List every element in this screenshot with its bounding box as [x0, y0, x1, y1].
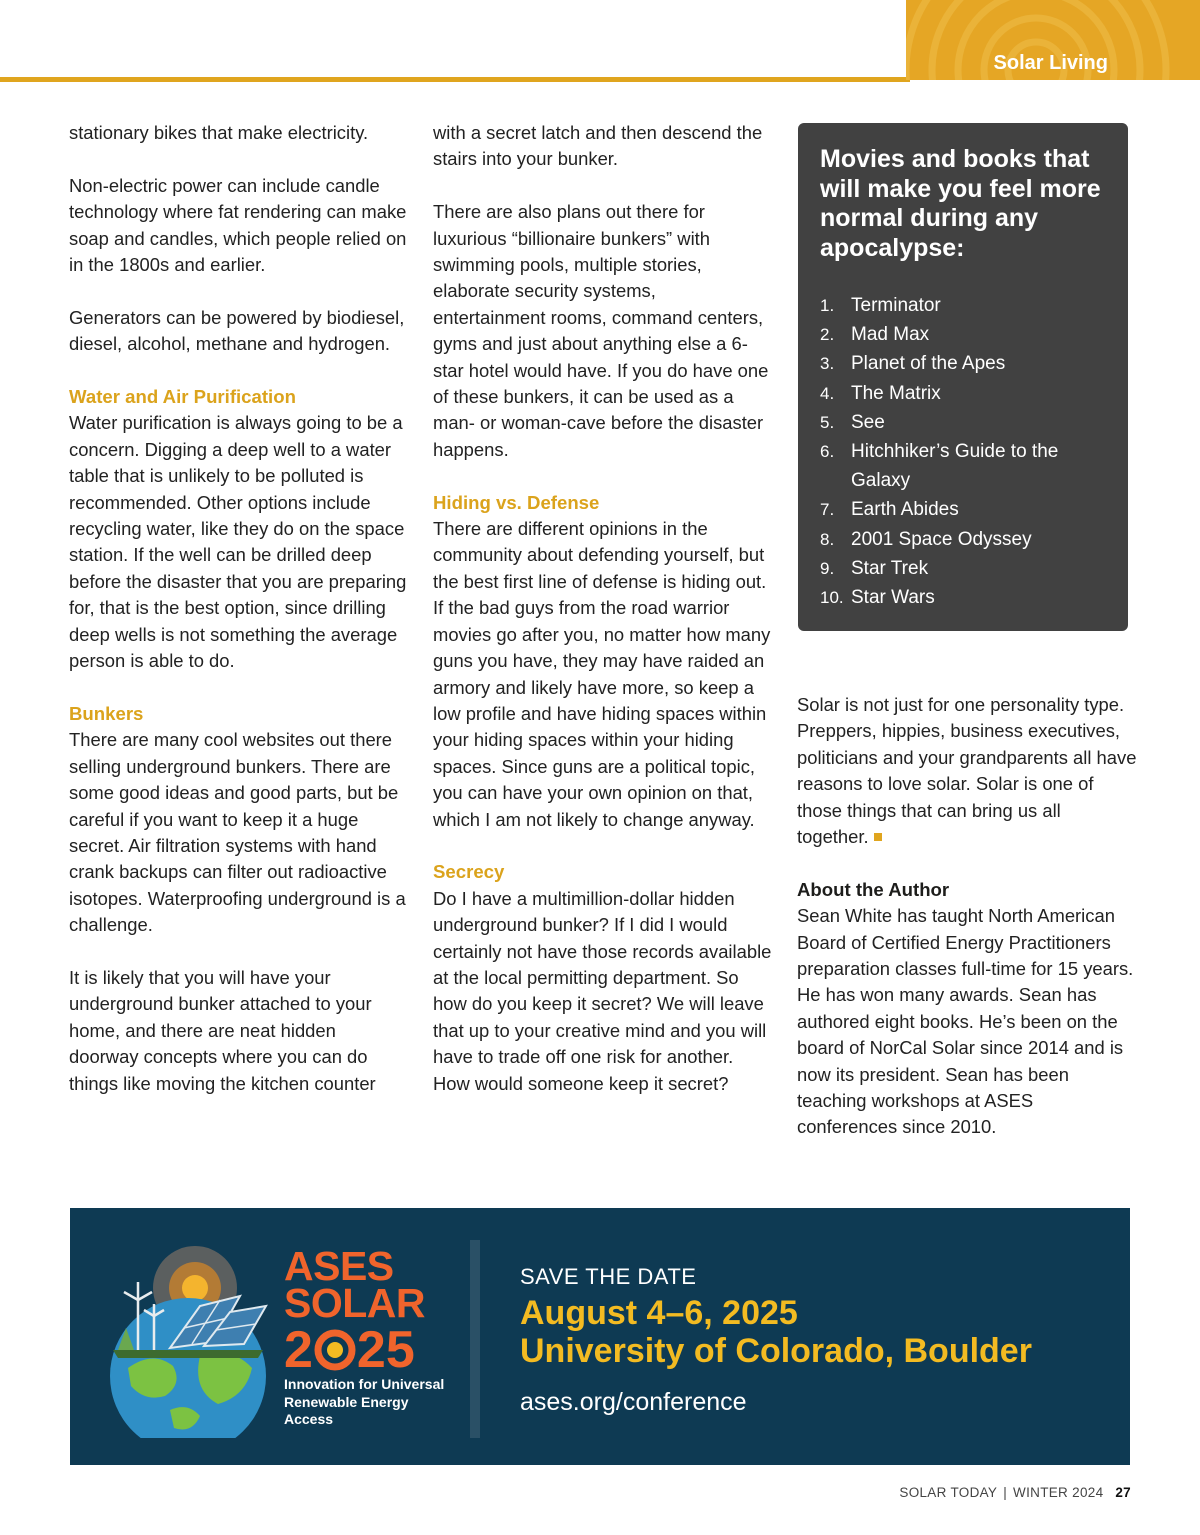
list-item [820, 291, 1106, 320]
ad-brand [284, 1243, 425, 1326]
list-item [820, 437, 1106, 495]
list-title: Mad Max [851, 324, 930, 346]
list-number: 7. [820, 500, 835, 520]
subheading-water: Water and Air Purification [69, 386, 296, 408]
ad-tagline: Innovation for Universal Renewable Energy Access [284, 1376, 445, 1427]
sidebar-list [820, 291, 1106, 612]
year-suffix: 25 [356, 1321, 415, 1379]
list-item [820, 379, 1106, 408]
conference-link[interactable]: ases.org/conference [520, 1388, 747, 1416]
paragraph: stationary bikes that make electricity. [69, 122, 369, 143]
list-title: The Matrix [851, 382, 941, 404]
list-title: 2001 Space Odyssey [851, 528, 1032, 550]
closing-text: Solar is not just for one personality type. Preppers, hippies, business executives, politicians and your grandparents all have reasons to love solar. Solar is one of those things that can bring us all together. [797, 694, 1137, 848]
list-item [820, 349, 1106, 378]
paragraph: There are also plans out there for luxurious “billionaire bunkers” with swimming pools, multiple stories, elaborate security systems, entertainment rooms, command centers, gyms and just about anything else a 6-star hotel would have. If you do have one of these bunkers, it can be used as a man- or woman-cave before the disaster happens. [433, 201, 769, 460]
list-number: 2. [820, 325, 835, 345]
page-footer [899, 1485, 1131, 1500]
header-rule [0, 77, 910, 82]
list-title: See [851, 411, 885, 433]
sidebar-box [798, 123, 1128, 631]
list-number: 8. [820, 529, 835, 549]
list-number: 6. [820, 442, 835, 462]
paragraph: Non-electric power can include candle technology where fat rendering can make soap and candles, which people relied on in the 1800s and earlier. [69, 174, 407, 276]
list-title: Star Trek [851, 557, 929, 579]
list-item [820, 320, 1106, 349]
paragraph: Generators can be powered by biodiesel, diesel, alcohol, methane and hydrogen. [69, 306, 405, 355]
list-number: 5. [820, 412, 835, 432]
list-number: 1. [820, 296, 835, 315]
article-column-3 [797, 692, 1137, 1167]
sun-zero-icon [314, 1329, 356, 1371]
list-item [820, 554, 1106, 583]
list-number: 9. [820, 558, 835, 578]
list-item [820, 525, 1106, 554]
event-dates: August 4–6, 2025 [520, 1294, 798, 1332]
subheading-hiding: Hiding vs. Defense [433, 491, 600, 513]
subheading-secrecy: Secrecy [433, 861, 505, 883]
author-bio: Sean White has taught North American Board of Certified Energy Practitioners preparation classes full-time for 15 years. He has won many awards. Sean has authored eight books. He’s been on the board of NorCal Solar since 2014 and is now its president. Sean has been teaching workshops at ASES conferences since 2010. [797, 905, 1134, 1138]
list-item [820, 583, 1106, 612]
brand-line: ASES [284, 1243, 394, 1289]
list-title: Hitchhiker’s Guide to the Galaxy [851, 441, 1059, 492]
event-venue: University of Colorado, Boulder [520, 1332, 1032, 1370]
page-number: 27 [1115, 1485, 1131, 1500]
list-title: Terminator [851, 295, 941, 316]
paragraph [797, 692, 1137, 850]
list-number: 3. [820, 354, 835, 374]
list-title: Star Wars [851, 587, 935, 609]
publication-name: SOLAR TODAY [899, 1485, 998, 1500]
paragraph: Water purification is always going to be a concern. Digging a deep well to a water table that is unlikely to be polluted is recommended. Other options include recycling water, like they do on the space station. If the well can be drilled deep before the disaster that you are preparing for, that is the best option, since drilling deep wells is not something the average person is able to do. [69, 412, 407, 672]
list-title: Earth Abides [851, 499, 959, 521]
paragraph: Do I have a multimillion-dollar hidden underground bunker? If I did I would certainly not have those records available at the local permitting department. So how do you keep it secret? We will leave that up to your creative mind and you will have to trade off one risk for another. How would someone keep it secret? [433, 887, 772, 1094]
list-item [820, 495, 1106, 524]
section-label: Solar Living [993, 52, 1108, 74]
paragraph: There are different opinions in the community about defending yourself, but the best first line of defense is hiding out. If the bad guys from the road warrior movies go after you, no matter how many guns you have, they may have raided an armory and likely have more, so keep a low profile and have hiding spaces within your hiding spaces within your hiding spaces. Since guns are a political topic, you can have your own opinion on that, which I am not likely to change anyway. [433, 518, 771, 830]
paragraph: There are many cool websites out there selling underground bunkers. There are some good ideas and good parts, but be careful if you want to keep it a huge secret. Air filtration systems with hand crank backups can filter out radioactive isotopes. Waterproofing underground is a challenge. [69, 729, 406, 936]
article-column-2 [433, 120, 773, 1123]
footer-separator: | [1003, 1485, 1008, 1500]
conference-ad[interactable] [70, 1208, 1130, 1465]
event-details [520, 1294, 1032, 1370]
year-prefix: 2 [284, 1321, 313, 1379]
section-tab [906, 0, 1200, 80]
end-mark-icon [874, 833, 882, 841]
paragraph: It is likely that you will have your underground bunker attached to your home, and there are neat hidden doorway concepts where you can do things like moving the kitchen counter [69, 966, 376, 1094]
list-number: 10. [820, 588, 844, 608]
list-title: Planet of the Apes [851, 353, 1006, 375]
list-item [820, 408, 1106, 437]
sidebar-title: Movies and books that will make you feel more normal during any apocalypse: [820, 145, 1101, 262]
paragraph: with a secret latch and then descend the stairs into your bunker. [433, 122, 763, 170]
brand-line: SOLAR [284, 1280, 425, 1326]
subheading-bunkers: Bunkers [69, 702, 144, 724]
subheading-author: About the Author [797, 878, 950, 900]
save-the-date: SAVE THE DATE [520, 1264, 697, 1289]
issue-label: WINTER 2024 [1013, 1485, 1104, 1500]
list-number: 4. [820, 383, 835, 403]
earth-solar-logo-icon [108, 1238, 278, 1438]
article-column-1 [69, 120, 409, 1123]
ad-year [284, 1321, 415, 1379]
ad-divider [470, 1240, 480, 1438]
